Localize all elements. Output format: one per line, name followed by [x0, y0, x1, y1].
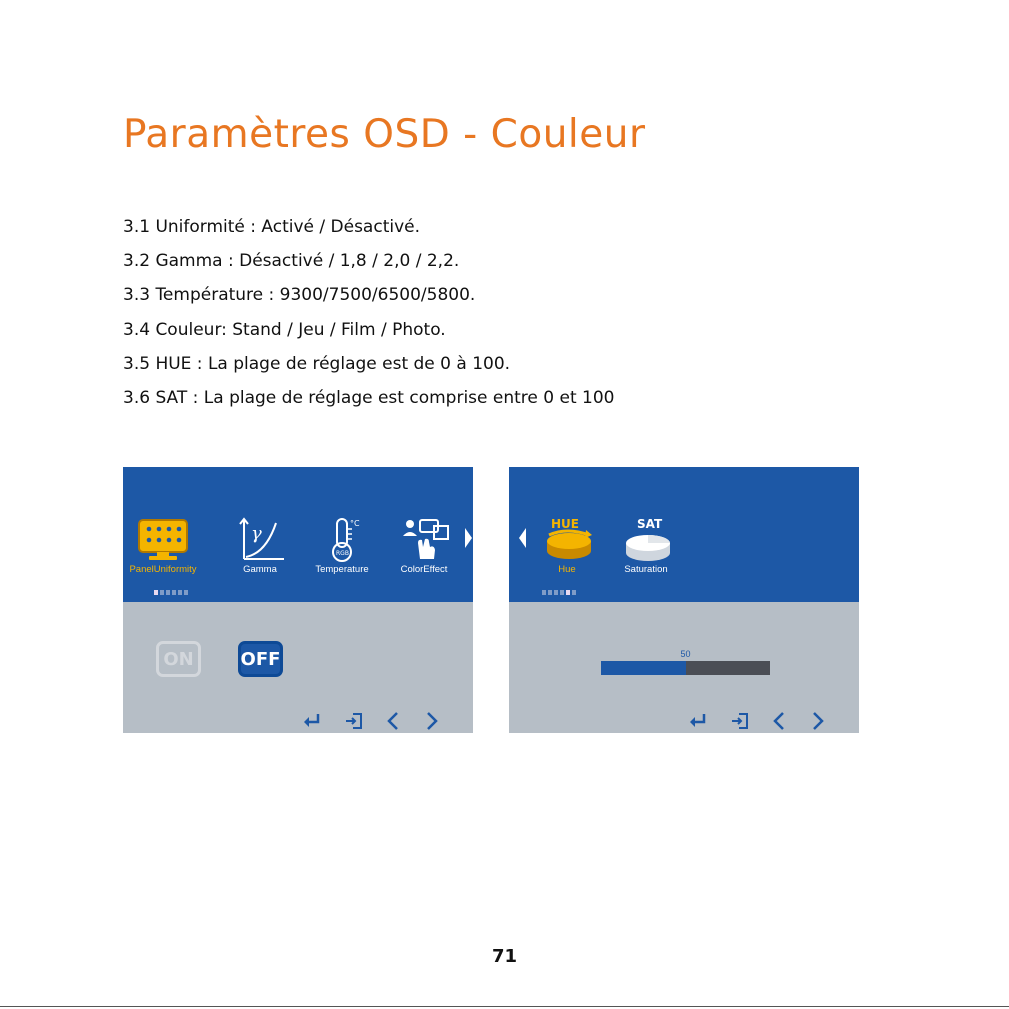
scroll-right-icon[interactable] — [465, 528, 472, 548]
option-saturation[interactable] — [606, 517, 686, 577]
page-number: 71 — [491, 946, 518, 967]
off-button[interactable]: OFF — [238, 641, 283, 677]
osd-value-panel — [123, 602, 473, 733]
option-panel-uniformity[interactable] — [123, 517, 203, 577]
osd-menu-bar — [123, 467, 473, 602]
color-effect-icon — [396, 517, 452, 563]
list-item: 3.1 Uniformité : Activé / Désactivé. — [123, 217, 421, 237]
right-arrow-icon[interactable] — [811, 711, 825, 731]
svg-text:°C: °C — [350, 519, 360, 528]
page-title: Paramètres OSD - Couleur — [123, 112, 646, 157]
list-item: 3.6 SAT : La plage de réglage est comprise entre 0 et 100 — [123, 388, 615, 409]
list-item: 3.4 Couleur: Stand / Jeu / Film / Photo. — [123, 319, 446, 340]
scroll-left-icon[interactable] — [519, 528, 526, 548]
slider-value: 50 — [680, 649, 691, 659]
exit-icon[interactable] — [731, 712, 749, 730]
hue-icon — [537, 517, 597, 563]
osd-screenshot-uniformity — [123, 467, 473, 733]
option-hue[interactable] — [527, 517, 607, 577]
svg-text:HUE: HUE — [551, 517, 579, 531]
enter-icon[interactable] — [303, 712, 321, 728]
svg-text:γ: γ — [251, 523, 262, 544]
svg-text:SAT: SAT — [637, 517, 663, 531]
left-arrow-icon[interactable] — [772, 711, 786, 731]
left-arrow-icon[interactable] — [386, 711, 400, 731]
option-label: PanelUniformity — [129, 564, 197, 575]
footer-rule — [0, 1006, 1009, 1007]
gamma-icon — [232, 517, 288, 563]
exit-icon[interactable] — [345, 712, 363, 730]
on-button[interactable]: ON — [156, 641, 201, 677]
osd-menu-bar — [509, 467, 859, 602]
enter-icon[interactable] — [689, 712, 707, 728]
option-label: Saturation — [624, 564, 668, 575]
hue-slider[interactable] — [601, 661, 770, 675]
osd-value-panel — [509, 602, 859, 733]
option-label: Temperature — [315, 564, 369, 575]
option-label: Gamma — [243, 564, 277, 575]
option-label: Hue — [558, 564, 576, 575]
slider-fill — [601, 661, 686, 675]
thermometer-icon — [314, 517, 370, 563]
option-color-effect[interactable] — [384, 517, 464, 577]
page-indicator — [542, 590, 576, 595]
option-gamma[interactable] — [220, 517, 300, 577]
panel-uniformity-icon — [135, 517, 191, 563]
option-temperature[interactable] — [302, 517, 382, 577]
page-indicator — [154, 590, 188, 595]
saturation-icon — [616, 517, 676, 563]
list-item: 3.2 Gamma : Désactivé / 1,8 / 2,0 / 2,2. — [123, 251, 460, 272]
right-arrow-icon[interactable] — [425, 711, 439, 731]
osd-screenshot-hue-sat — [509, 467, 859, 733]
option-label: ColorEffect — [400, 564, 448, 575]
svg-text:RGB: RGB — [336, 550, 349, 557]
list-item: 3.5 HUE : La plage de réglage est de 0 à 100. — [123, 353, 511, 374]
settings-list — [123, 210, 614, 415]
list-item: 3.3 Température : 9300/7500/6500/5800. — [123, 285, 476, 306]
